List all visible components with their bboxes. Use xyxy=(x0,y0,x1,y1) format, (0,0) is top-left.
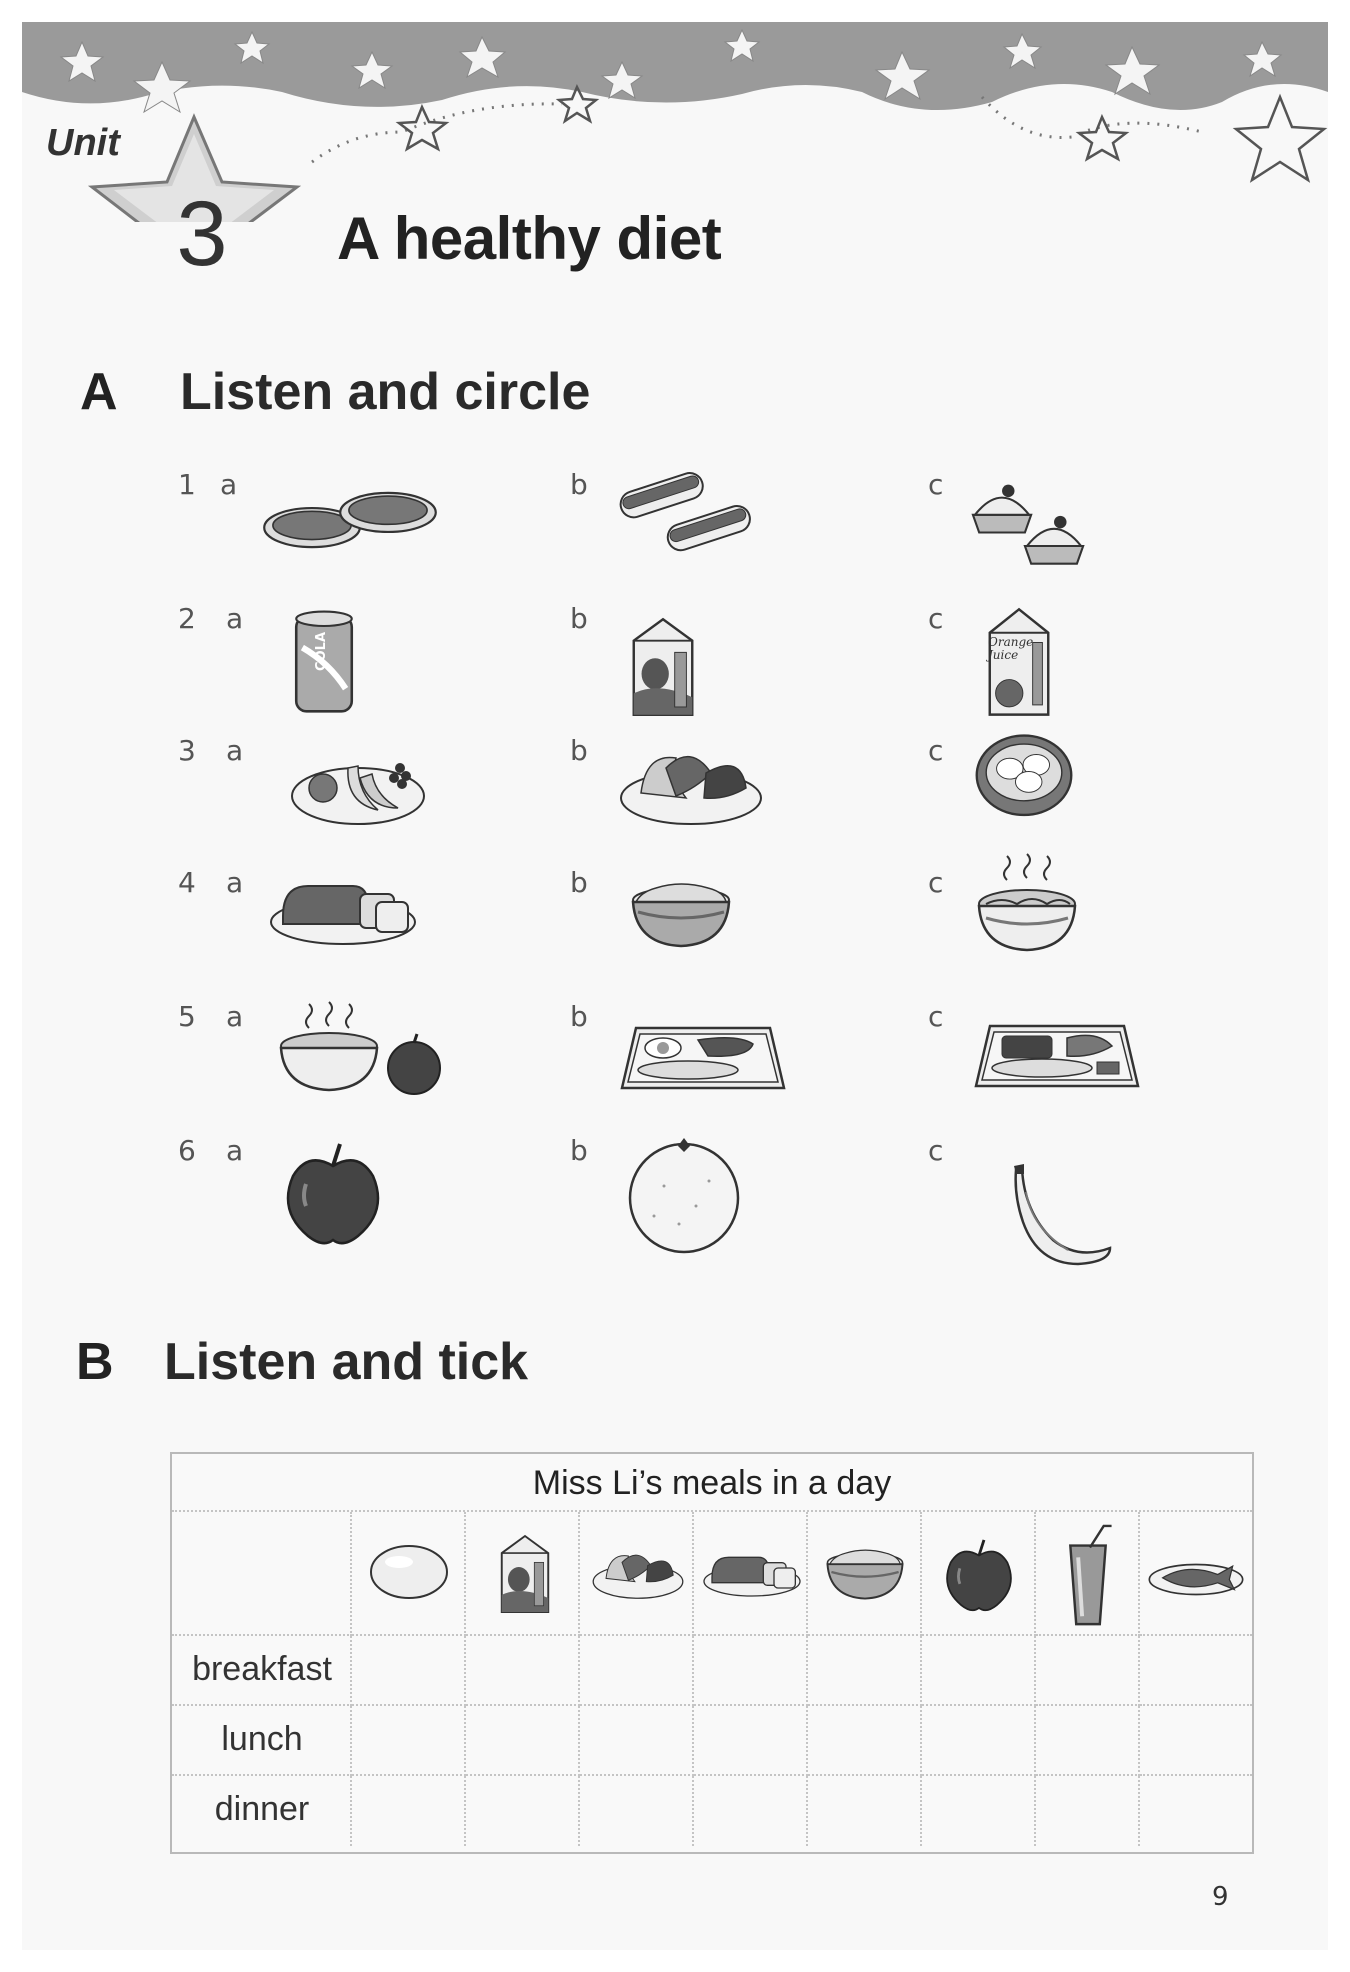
tick-cell[interactable] xyxy=(1036,1636,1140,1706)
tick-cell[interactable] xyxy=(1140,1636,1252,1706)
row-label-lunch: lunch xyxy=(221,1720,303,1758)
row-label-cell xyxy=(172,1706,352,1776)
option-letter[interactable]: c xyxy=(928,602,944,635)
vegetable-plate-icon[interactable] xyxy=(616,738,766,828)
option-letter[interactable]: a xyxy=(226,1000,244,1033)
worksheet-page xyxy=(22,22,1328,1950)
option-letter[interactable]: b xyxy=(570,734,588,767)
meals-table xyxy=(170,1452,1254,1854)
tick-cell[interactable] xyxy=(922,1636,1036,1706)
tick-cell[interactable] xyxy=(694,1636,808,1706)
tick-cell[interactable] xyxy=(1036,1706,1140,1776)
row-label-breakfast: breakfast xyxy=(192,1650,332,1688)
option-letter[interactable]: c xyxy=(928,734,944,767)
tick-cell[interactable] xyxy=(466,1706,580,1776)
tick-cell[interactable] xyxy=(352,1776,466,1846)
option-letter[interactable]: b xyxy=(570,866,588,899)
tick-cell[interactable] xyxy=(808,1636,922,1706)
table-header-cell xyxy=(580,1512,694,1636)
section-b-letter: B xyxy=(76,1333,114,1391)
bread-plate-icon[interactable] xyxy=(268,876,418,946)
orange-juice-label: Orange Juice xyxy=(988,635,1034,662)
question-number: 1 xyxy=(178,468,196,501)
tick-cell[interactable] xyxy=(466,1776,580,1846)
apple-icon xyxy=(940,1534,1018,1616)
noodle-bowl-icon[interactable] xyxy=(972,848,1082,958)
row-label-dinner: dinner xyxy=(214,1790,310,1828)
tick-cell[interactable] xyxy=(694,1776,808,1846)
question-number: 2 xyxy=(178,602,196,635)
cupcake-icon[interactable] xyxy=(964,468,1090,572)
option-letter[interactable]: c xyxy=(928,866,944,899)
question-number: 3 xyxy=(178,734,196,767)
table-corner-cell xyxy=(172,1512,352,1636)
cola-label: COLA xyxy=(314,632,329,671)
milk-carton-icon xyxy=(494,1524,556,1624)
rice-bowl-icon xyxy=(822,1540,908,1604)
orange-icon[interactable] xyxy=(624,1136,744,1256)
juice-glass-icon xyxy=(1058,1522,1118,1630)
option-letter[interactable]: b xyxy=(570,602,588,635)
table-header-cell xyxy=(1036,1512,1140,1636)
orange-juice-carton-icon[interactable] xyxy=(980,602,1058,722)
option-letter[interactable]: b xyxy=(570,468,588,501)
rice-bowl-icon[interactable] xyxy=(626,872,736,952)
table-header-cell xyxy=(352,1512,466,1636)
unit-number: 3 xyxy=(176,183,228,285)
table-header-cell xyxy=(922,1512,1036,1636)
tick-cell[interactable] xyxy=(466,1636,580,1706)
row-label-cell xyxy=(172,1636,352,1706)
question-number: 4 xyxy=(178,866,196,899)
table-header-cell xyxy=(1140,1512,1252,1636)
section-a-title: Listen and circle xyxy=(180,363,591,421)
unit-label: Unit xyxy=(46,122,120,164)
pizza-icon[interactable] xyxy=(262,482,438,558)
fish-plate-icon xyxy=(1146,1556,1246,1598)
milk-carton-icon[interactable] xyxy=(624,612,702,722)
banana-icon[interactable] xyxy=(998,1162,1118,1272)
bread-plate-icon xyxy=(702,1550,802,1598)
table-title: Miss Li’s meals in a day xyxy=(172,1454,1252,1512)
section-b-title: Listen and tick xyxy=(164,1333,529,1391)
tick-cell[interactable] xyxy=(352,1636,466,1706)
table-header-cell xyxy=(694,1512,808,1636)
tick-cell[interactable] xyxy=(1036,1776,1140,1846)
option-letter[interactable]: b xyxy=(570,1000,588,1033)
question-number: 6 xyxy=(178,1134,196,1167)
option-letter[interactable]: a xyxy=(226,734,244,767)
section-a-letter: A xyxy=(80,363,118,421)
option-letter[interactable]: a xyxy=(226,866,244,899)
unit-title: A healthy diet xyxy=(337,205,722,272)
noodles-and-apple-icon[interactable] xyxy=(274,998,444,1098)
tick-cell[interactable] xyxy=(580,1636,694,1706)
table-header-cell xyxy=(466,1512,580,1636)
vegetable-plate-icon xyxy=(590,1542,686,1602)
tick-cell[interactable] xyxy=(922,1706,1036,1776)
option-letter[interactable]: a xyxy=(226,1134,244,1167)
option-letter[interactable]: c xyxy=(928,468,944,501)
option-letter[interactable]: a xyxy=(226,602,244,635)
meat-vegetable-rice-tray-icon[interactable] xyxy=(972,1016,1142,1096)
tick-cell[interactable] xyxy=(694,1706,808,1776)
egg-icon xyxy=(364,1542,454,1602)
tick-cell[interactable] xyxy=(580,1706,694,1776)
egg-bowl-icon[interactable] xyxy=(972,732,1076,828)
option-letter[interactable]: c xyxy=(928,1000,944,1033)
tick-cell[interactable] xyxy=(922,1776,1036,1846)
tick-cell[interactable] xyxy=(808,1776,922,1846)
option-letter[interactable]: c xyxy=(928,1134,944,1167)
option-letter[interactable]: a xyxy=(220,468,238,501)
page-number: 9 xyxy=(1212,1882,1229,1912)
fruit-plate-icon[interactable] xyxy=(288,748,428,828)
tick-cell[interactable] xyxy=(808,1706,922,1776)
option-letter[interactable]: b xyxy=(570,1134,588,1167)
egg-rice-tray-icon[interactable] xyxy=(618,1018,788,1098)
tick-cell[interactable] xyxy=(1140,1706,1252,1776)
apple-icon[interactable] xyxy=(278,1136,388,1251)
table-header-cell xyxy=(808,1512,922,1636)
hotdog-icon[interactable] xyxy=(614,462,754,558)
row-label-cell xyxy=(172,1776,352,1846)
tick-cell[interactable] xyxy=(352,1706,466,1776)
tick-cell[interactable] xyxy=(580,1776,694,1846)
question-number: 5 xyxy=(178,1000,196,1033)
tick-cell[interactable] xyxy=(1140,1776,1252,1846)
